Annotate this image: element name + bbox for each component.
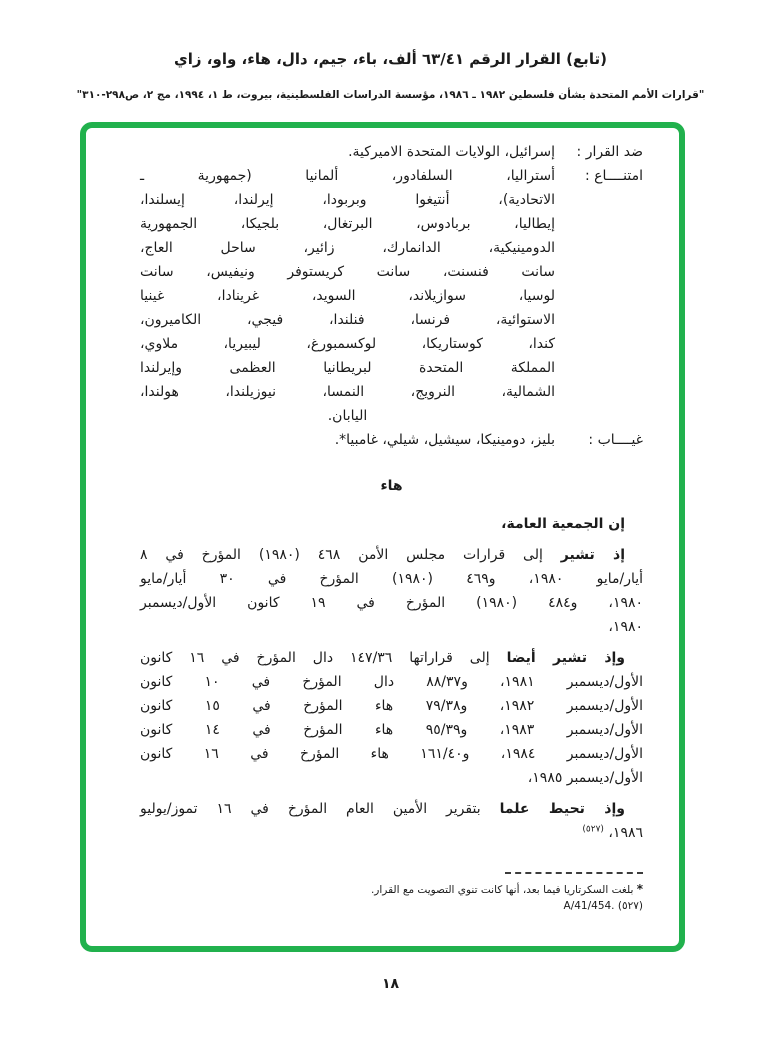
abstain-line: المملكة المتحدة لبريطانيا العظمى وإيرلندا: [140, 360, 555, 376]
vote-against-label: ضد القرار :: [576, 144, 643, 160]
line-text: إلى قرارات مجلس الأمن ٤٦٨ (١٩٨٠) المؤرخ في ٨: [140, 547, 543, 563]
abstain-last-line: اليابان.: [327, 408, 368, 424]
paragraph-recalls-also: [140, 646, 643, 790]
document-symbol: A/41/454.: [563, 900, 615, 912]
body-line: الأول/ديسمبر ١٩٨٥،: [527, 770, 643, 786]
abstain-line: كندا، كوستاريكا، لوكسمبورغ، ليبيريا، ملاوي،: [140, 336, 555, 352]
abstain-line: أستراليا، السلفادور، ألمانيا (جمهورية ـ: [140, 168, 555, 184]
abstain-line: الاستوائية، فرنسا، فنلندا، فيجي، الكاميرون،: [140, 312, 555, 328]
footnote-doc-line: [140, 898, 643, 914]
abstain-line: لوسيا، سوازيلاند، السويد، غرينادا، غينيا: [140, 288, 555, 304]
footnote-text: بلغت السكرتاريا فيما بعد، أنها كانت تنوي التصويت مع القرار.: [370, 884, 634, 896]
body-line: ١٩٨٠، و٤٨٤ (١٩٨٠) المؤرخ في ١٩ كانون الأول/ديسمبر: [140, 595, 644, 611]
lead-phrase: وإذ تحيط علما: [499, 801, 625, 817]
lead-phrase: وإذ تشير أيضا: [506, 650, 626, 666]
footnote-ref: (٥٢٧): [617, 900, 643, 912]
lead-phrase: إذ تشير: [560, 547, 626, 563]
vote-abstain-list: [140, 164, 555, 428]
vote-abstain-label: امتنــــاع :: [584, 168, 643, 184]
body-line: الأول/ديسمبر ١٩٨٣، و٩٥/٣٩ هاء المؤرخ في ١٤ كانون: [140, 722, 643, 738]
abstain-line: إيطاليا، بربادوس، البرتغال، بلجيكا، الجمهورية: [140, 216, 555, 232]
vote-abstain-row: [140, 164, 643, 428]
body-line: الأول/ديسمبر ١٩٨٢، و٧٩/٣٨ هاء المؤرخ في ١٥ كانون: [140, 698, 643, 714]
page-number: ١٨: [381, 976, 400, 992]
body-line: [140, 797, 643, 821]
body-line: [140, 543, 643, 567]
line-text: إلى قراراتها ١٤٧/٣٦ دال المؤرخ في ١٦ كانون: [140, 650, 490, 666]
opening-line: إن الجمعية العامة،: [501, 516, 625, 532]
body-line: الأول/ديسمبر ١٩٨١، و٨٨/٣٧ دال المؤرخ في ١٠ كانون: [140, 674, 643, 690]
vote-against-value: إسرائيل، الولايات المتحدة الاميركية.: [348, 144, 555, 160]
abstain-line: الشمالية، النرويج، النمسا، نيوزيلندا، هولندا،: [140, 384, 555, 400]
footnote-block: [140, 872, 643, 914]
abstain-line: الدومينيكية، الدانمارك، زائير، ساحل العاج،: [140, 240, 555, 256]
body-line: [140, 646, 643, 670]
footnote-marker: *: [636, 882, 643, 896]
body-line: الأول/ديسمبر ١٩٨٤، و١٦١/٤٠ هاء المؤرخ في ١٦ كانون: [140, 746, 643, 762]
header-resolution-title: (تابع) القرار الرقم ٦٣/٤١ ألف، باء، جيم، دال، هاء، واو، زاي: [174, 50, 607, 68]
footnote-reference: (٥٢٧): [582, 824, 604, 835]
vote-absent-value: بليز، دومينيكا، سيشيل، شيلي، غامبيا*.: [334, 432, 555, 448]
line-text: ١٩٨٦،: [608, 825, 643, 841]
body-line: ١٩٨٠،: [608, 619, 643, 635]
document-body: [140, 140, 643, 845]
body-line: أيار/مايو ١٩٨٠، و٤٦٩ (١٩٨٠) المؤرخ في ٣٠ أيار/مايو: [140, 571, 644, 587]
header-source-citation: "قرارات الأمم المتحدة بشأن فلسطين ١٩٨٢ ـ ١٩٨٦، مؤسسة الدراسات الفلسطينية، بيروت، ط ١، ١٩٩٤، مج ٢، ص٢٩٨-٣١٠": [76, 89, 705, 101]
abstain-line: سانت فنسنت، سانت كريستوفر ونيفيس، سانت: [140, 264, 555, 280]
footnote-separator: [505, 872, 643, 874]
line-text: بتقرير الأمين العام المؤرخ في ١٦ تموز/يوليو: [140, 801, 481, 817]
body-line: [140, 821, 643, 845]
abstain-line: الاتحادية)، أنتيغوا وبربودا، إيرلندا، إيسلندا،: [140, 192, 555, 208]
vote-absent-row: [140, 428, 643, 452]
vote-against-row: [140, 140, 643, 164]
paragraph-recalls: [140, 543, 643, 639]
section-heading: هاء: [380, 478, 403, 494]
vote-absent-label: غيــــاب :: [588, 432, 643, 448]
green-frame: [80, 122, 685, 952]
footnote-text-line: [140, 881, 643, 898]
paragraph-takes-note: [140, 797, 643, 845]
